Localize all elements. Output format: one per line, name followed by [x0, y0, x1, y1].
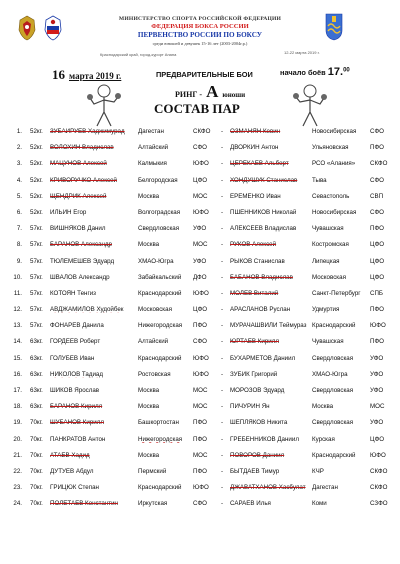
stage-title: ПРЕДВАРИТЕЛЬНЫЕ БОИ: [156, 70, 253, 79]
boxer-1-district: ПФО: [193, 322, 207, 330]
boxer-2-region: Краснодарский: [312, 451, 356, 459]
boxer-1-region: Нижегородская: [138, 435, 183, 443]
boxer-1-region: Нижегородская: [138, 322, 183, 330]
boxer-2-district: СКФО: [370, 484, 388, 492]
pairs-heading: СОСТАВ ПАР: [154, 101, 240, 116]
boxer-1-region: Москва: [138, 387, 160, 394]
table-row: [0, 173, 400, 189]
boxer-1-district: МОС: [193, 403, 208, 411]
boxer-2-region: Коми: [312, 500, 327, 508]
ministry-name: МИНИСТЕРСТВО СПОРТА РОССИЙСКОЙ ФЕДЕРАЦИИ: [118, 16, 282, 22]
boxer-1-district: УФО: [193, 257, 207, 265]
pair-separator: -: [221, 273, 224, 281]
boxer-1-name: ИЛЬИН Егор: [50, 208, 87, 216]
pair-separator: -: [221, 435, 224, 443]
pair-number: 9.: [16, 257, 22, 265]
boxer-2-region: Москва: [312, 403, 334, 411]
boxer-2-name: ОЗМАНЯН Кевин: [230, 128, 281, 135]
weight-class: 70кг.: [30, 435, 43, 443]
pair-separator: -: [221, 467, 224, 475]
boxer-1-name: АВДЖАМИЛОВ Худойбек: [50, 306, 124, 314]
boxer-2-name: САРАЕВ Илья: [230, 500, 271, 508]
pair-separator: -: [221, 225, 224, 233]
weight-class: 63кг.: [30, 387, 43, 394]
weight-class: 57кг.: [30, 322, 43, 330]
weight-class: 63кг.: [30, 338, 43, 346]
boxer-2-region: Новосибирская: [312, 128, 357, 135]
pair-number: 13.: [13, 322, 22, 330]
boxer-2-name: ЦЕРЕКАЕВ Альберт: [230, 160, 289, 168]
boxer-1-region: Волгоградская: [138, 208, 181, 216]
pair-separator: -: [221, 176, 224, 184]
boxer-2-name: БУХАРМЕТОВ Даниил: [230, 354, 296, 362]
boxer-2-name: МУРАЧАШВИЛИ Теймураз: [230, 322, 307, 330]
table-row: [0, 480, 400, 496]
pair-separator: -: [221, 257, 224, 265]
start-minutes: 00: [343, 67, 350, 74]
weight-class: 57кг.: [30, 257, 43, 265]
boxer-1-district: МОС: [193, 241, 208, 249]
pair-separator: -: [221, 387, 224, 394]
pair-number: 19.: [13, 419, 22, 427]
pair-separator: -: [221, 208, 224, 216]
pair-separator: -: [221, 403, 224, 411]
table-row: [0, 205, 400, 221]
boxer-2-region: Дагестан: [312, 484, 338, 492]
boxer-2-name: ПОВОРОВ Даниил: [230, 451, 285, 459]
boxer-2-region: Свердловская: [312, 419, 354, 427]
weight-class: 70кг.: [30, 451, 43, 459]
pair-separator: -: [221, 144, 224, 152]
boxer-2-region: Севастополь: [312, 192, 350, 200]
pair-separator: -: [221, 289, 224, 297]
boxer-2-name: ПИЧУРИН Ян: [230, 403, 270, 411]
boxer-1-district: ДФО: [193, 273, 207, 281]
boxer-1-district: ЦФО: [193, 176, 208, 184]
weight-class: 70кг.: [30, 419, 43, 427]
boxer-1-name: ВИШНЯКОВ Данил: [50, 225, 106, 233]
pair-number: 20.: [13, 435, 22, 443]
boxer-1-region: Белгородская: [138, 176, 178, 184]
table-row: [0, 189, 400, 205]
boxer-1-region: Пермский: [138, 467, 167, 475]
boxer-1-region: Краснодарский: [138, 289, 182, 297]
boxer-1-name: ПАНКРАТОВ Антон: [50, 435, 106, 443]
pair-number: 12.: [13, 306, 22, 314]
pair-number: 7.: [16, 225, 22, 233]
boxer-2-district: ЦФО: [370, 257, 385, 265]
boxer-1-name: ШИКОВ Ярослав: [50, 387, 100, 394]
weight-class: 52кг.: [30, 144, 43, 152]
boxer-1-name: ДУТУЕВ Абдул: [50, 467, 94, 475]
boxer-2-district: ЮФО: [370, 322, 386, 330]
boxer-1-district: ПФО: [193, 419, 207, 427]
pair-separator: -: [221, 160, 224, 168]
pair-number: 4.: [16, 176, 22, 184]
pair-number: 10.: [13, 273, 22, 281]
boxer-2-name: МОРОЗОВ Эдуард: [230, 387, 285, 394]
boxer-1-name: ГРИЦЮК Степан: [50, 484, 99, 492]
federation-emblem-icon: [42, 14, 64, 42]
pair-number: 15.: [13, 354, 22, 362]
weight-class: 52кг.: [30, 128, 43, 135]
pair-separator: -: [221, 322, 224, 330]
boxer-2-name: БЫТДАЕВ Тимур: [230, 467, 280, 475]
boxer-1-name: ФОНАРЕВ Данила: [50, 322, 104, 330]
pair-number: 8.: [16, 241, 22, 249]
boxer-2-name: АЛЕКСЕЕВ Владислав: [230, 225, 297, 233]
venue: Краснодарский край, город-курорт Анапа: [100, 52, 177, 57]
table-row: [0, 383, 400, 399]
boxer-2-region: Удмуртия: [312, 306, 340, 314]
championship-subtitle: среди юношей и девушек 15-16 лет (2003-2004г.р.): [152, 41, 248, 46]
boxer-2-region: Тыва: [312, 176, 327, 184]
boxer-1-name: КРИВОРУЧКО Алексей: [50, 176, 117, 184]
boxer-2-region: Чувашская: [312, 338, 344, 346]
boxer-2-district: СВП: [370, 192, 384, 200]
boxer-1-region: Краснодарский: [138, 354, 182, 362]
boxer-2-district: ПФО: [370, 225, 384, 233]
boxer-2-name: РУКОВ Алексей: [230, 241, 277, 249]
pairs-table: [0, 124, 400, 513]
table-row: [0, 464, 400, 480]
table-row: [0, 432, 400, 448]
table-row: [0, 302, 400, 318]
table-row: [0, 254, 400, 270]
boxer-2-district: УФО: [370, 387, 384, 394]
table-row: [0, 237, 400, 253]
boxer-2-district: СФО: [370, 208, 384, 216]
boxer-1-name: ШУБАНОВ Кирилл: [50, 419, 104, 427]
boxer-2-region: КЧР: [312, 467, 324, 475]
boxer-2-name: БАБАНОВ Владислав: [230, 273, 293, 281]
table-row: [0, 140, 400, 156]
weight-class: 57кг.: [30, 273, 43, 281]
boxer-1-name: НИКОЛОВ Тадиад: [50, 370, 103, 378]
boxer-2-name: ХОНДУШУК Станислав: [230, 176, 298, 184]
boxer-2-region: Московская: [312, 273, 346, 281]
table-row: [0, 399, 400, 415]
pair-number: 14.: [13, 338, 22, 346]
start-hour: 17.: [327, 66, 344, 78]
weight-class: 70кг.: [30, 467, 43, 475]
weight-class: 57кг.: [30, 306, 43, 314]
bout-day: 16: [52, 67, 65, 82]
ring-group: юноши: [222, 91, 246, 99]
pair-number: 18.: [13, 403, 22, 411]
pair-separator: -: [221, 192, 224, 200]
boxer-2-name: МОЛЕВ Виталий: [230, 289, 279, 297]
boxer-2-name: ПШЕННИКОВ Николай: [230, 208, 297, 216]
boxer-1-district: СФО: [193, 500, 207, 508]
boxer-1-district: ЮФО: [193, 484, 209, 492]
boxer-2-district: СКФО: [370, 467, 388, 475]
boxer-1-district: ЮФО: [193, 160, 209, 168]
boxer-2-district: ПФО: [370, 306, 384, 314]
boxer-1-name: БАРАНОВ Кирилл: [50, 403, 103, 411]
boxer-1-name: МАЦУНОВ Алексей: [50, 160, 107, 168]
boxer-1-name: ЗУБАИРУЕВ Хаджимурад: [50, 128, 125, 135]
boxer-2-district: СПБ: [370, 289, 383, 297]
boxer-1-name: БАРАНОВ Александр: [50, 241, 112, 249]
boxer-1-name: ШВАЛОВ Александр: [50, 273, 110, 281]
weight-class: 57кг.: [30, 225, 43, 233]
boxer-1-name: АТАЕВ Хадид: [50, 451, 90, 459]
boxer-2-district: УФО: [370, 419, 384, 427]
ring-word: РИНГ -: [175, 90, 203, 99]
boxer-2-district: СКФО: [370, 160, 388, 168]
ring-letter: А: [206, 82, 219, 101]
pair-separator: -: [221, 484, 224, 492]
boxer-1-district: ПФО: [193, 467, 207, 475]
weight-class: 52кг.: [30, 176, 43, 184]
pair-number: 6.: [16, 208, 22, 216]
pair-number: 22.: [13, 467, 22, 475]
boxer-2-region: Чувашская: [312, 225, 344, 233]
boxer-1-region: ХМАО-Югра: [138, 257, 174, 265]
federation-name: ФЕДЕРАЦИЯ БОКСА РОССИИ: [151, 23, 249, 30]
boxer-2-name: ЮРТАЕВ Кирилл: [230, 338, 279, 346]
boxer-1-region: Иркутская: [138, 500, 168, 508]
pair-number: 3.: [16, 160, 22, 168]
boxer-2-name: РЫКОВ Станислав: [230, 257, 285, 265]
boxer-1-district: ЮФО: [193, 370, 209, 378]
pair-number: 2.: [16, 144, 22, 152]
pair-number: 1.: [16, 128, 22, 135]
anapa-emblem-icon: [324, 12, 344, 42]
boxer-2-name: ГРЕБЕННИКОВ Даниил: [230, 435, 299, 443]
pair-number: 11.: [13, 289, 22, 297]
boxer-2-region: Краснодарский: [312, 322, 356, 330]
boxer-2-region: Липецкая: [312, 257, 340, 265]
boxer-1-name: ГОРДЕЕВ Роберт: [50, 338, 101, 346]
table-row: [0, 496, 400, 512]
table-row: [0, 221, 400, 237]
boxer-1-name: ГОЛУБЕВ Иван: [50, 354, 95, 362]
boxer-1-district: МОС: [193, 192, 208, 200]
pair-number: 23.: [13, 484, 22, 492]
boxer-1-name: КОТОЯН Тенгиз: [50, 289, 97, 297]
pair-separator: -: [221, 370, 224, 378]
boxer-1-region: Дагестан: [138, 128, 164, 135]
weight-class: 52кг.: [30, 160, 43, 168]
table-row: [0, 351, 400, 367]
boxer-2-name: ЗУБИК Григорий: [230, 370, 278, 378]
boxer-2-name: АРАСЛАНОВ Руслан: [230, 306, 291, 314]
boxer-1-district: МОС: [193, 451, 208, 459]
bout-month-year: марта 2019 г.: [69, 71, 122, 81]
boxer-2-name: ШЕПЛЯКОВ Никита: [230, 419, 288, 427]
boxer-1-name: ЩЕНДРИК Алексей: [50, 192, 107, 200]
boxer-2-name: ДВОРКИН Антон: [230, 144, 279, 152]
weight-class: 57кг.: [30, 241, 43, 249]
boxer-2-region: РСО «Алания»: [312, 160, 356, 168]
pair-separator: -: [221, 306, 224, 314]
boxer-2-district: ПФО: [370, 144, 384, 152]
boxer-2-district: ЦФО: [370, 241, 385, 249]
boxer-2-district: СЗФО: [370, 500, 388, 508]
pair-separator: -: [221, 419, 224, 427]
pair-number: 21.: [13, 451, 22, 459]
pair-separator: -: [221, 338, 224, 346]
boxer-1-name: ВОЛОХИН Владислав: [50, 144, 114, 152]
boxer-1-region: Алтайский: [138, 338, 169, 346]
boxer-2-district: УФО: [370, 354, 384, 362]
boxer-1-region: Московская: [138, 306, 172, 314]
pair-separator: -: [221, 354, 224, 362]
table-row: [0, 286, 400, 302]
weight-class: 63кг.: [30, 370, 43, 378]
pair-separator: -: [221, 500, 224, 508]
boxer-1-district: ЦФО: [193, 306, 208, 314]
weight-class: 70кг.: [30, 500, 43, 508]
table-row: [0, 124, 400, 140]
boxer-1-region: Калмыкия: [138, 160, 167, 168]
boxer-1-district: СФО: [193, 144, 207, 152]
boxer-right-icon: [290, 82, 330, 128]
boxer-left-icon: [84, 82, 124, 128]
boxer-2-district: ЮФО: [370, 451, 386, 459]
boxer-1-region: Москва: [138, 451, 160, 459]
boxer-2-name: ЕРЕМЕНКО Иван: [230, 192, 281, 200]
boxer-1-district: ПФО: [193, 435, 207, 443]
boxer-2-region: Свердловская: [312, 354, 354, 362]
boxer-1-district: ЮФО: [193, 289, 209, 297]
pair-separator: -: [221, 451, 224, 459]
weight-class: 52кг.: [30, 192, 43, 200]
table-row: [0, 270, 400, 286]
boxer-1-region: Башкортостан: [138, 419, 179, 427]
boxer-1-region: Свердловская: [138, 225, 180, 233]
boxer-1-district: ЮФО: [193, 354, 209, 362]
table-row: [0, 415, 400, 431]
weight-class: 63кг.: [30, 403, 43, 411]
boxer-1-region: Алтайский: [138, 144, 169, 152]
weight-class: 63кг.: [30, 354, 43, 362]
pair-separator: -: [221, 128, 224, 135]
boxer-2-region: Свердловская: [312, 387, 354, 394]
boxer-1-name: ПОЛЕТАЕВ Константин: [50, 500, 118, 508]
pair-separator: -: [221, 241, 224, 249]
boxer-1-district: УФО: [193, 225, 207, 233]
boxer-1-region: Краснодарский: [138, 484, 182, 492]
boxer-2-region: ХМАО-Югра: [312, 370, 348, 378]
boxer-1-district: СФО: [193, 338, 207, 346]
boxer-1-region: Забайкальский: [138, 273, 182, 281]
ministry-emblem-icon: [16, 14, 38, 42]
weight-class: 70кг.: [30, 484, 43, 492]
boxer-2-district: МОС: [370, 403, 385, 411]
boxer-2-region: Костромская: [312, 241, 349, 249]
start-label: начало боёв: [280, 68, 326, 77]
championship-name: ПЕРВЕНСТВО РОССИИ ПО БОКСУ: [137, 31, 263, 39]
boxer-2-district: СФО: [370, 128, 384, 135]
boxer-2-name: ДЖАВАТХАНОВ Хасбулат: [230, 484, 306, 492]
boxer-1-region: Москва: [138, 192, 160, 200]
boxer-2-district: ПФО: [370, 338, 384, 346]
boxer-2-district: ЦФО: [370, 435, 385, 443]
table-row: [0, 334, 400, 350]
pair-number: 24.: [13, 500, 22, 508]
start-time: [280, 66, 350, 78]
boxer-1-district: ЮФО: [193, 208, 209, 216]
table-row: [0, 156, 400, 172]
weight-class: 57кг.: [30, 289, 43, 297]
boxer-2-district: СФО: [370, 176, 384, 184]
event-dates: 12-22 марта 2019 г.: [284, 50, 320, 55]
table-row: [0, 367, 400, 383]
boxer-2-region: Ульяновская: [312, 144, 349, 152]
weight-class: 52кг.: [30, 208, 43, 216]
boxer-2-region: Санкт-Петербург: [312, 289, 361, 297]
boxer-1-district: СКФО: [193, 128, 211, 135]
boxer-1-region: Ростовская: [138, 370, 171, 378]
boxer-1-region: Москва: [138, 403, 160, 411]
boxer-2-district: ЦФО: [370, 273, 385, 281]
pair-number: 16.: [13, 370, 22, 378]
boxer-1-name: ТЮЛЕМЕШЕВ Эдуард: [50, 257, 115, 265]
boxer-2-region: Новосибирская: [312, 208, 357, 216]
ring-label: [175, 82, 245, 102]
table-row: [0, 318, 400, 334]
pair-number: 5.: [16, 192, 22, 200]
boxer-1-district: МОС: [193, 387, 208, 394]
boxer-1-region: Москва: [138, 241, 160, 249]
boxer-2-region: Курская: [312, 435, 335, 443]
table-row: [0, 448, 400, 464]
boxer-2-district: УФО: [370, 370, 384, 378]
pair-number: 17.: [13, 387, 22, 394]
